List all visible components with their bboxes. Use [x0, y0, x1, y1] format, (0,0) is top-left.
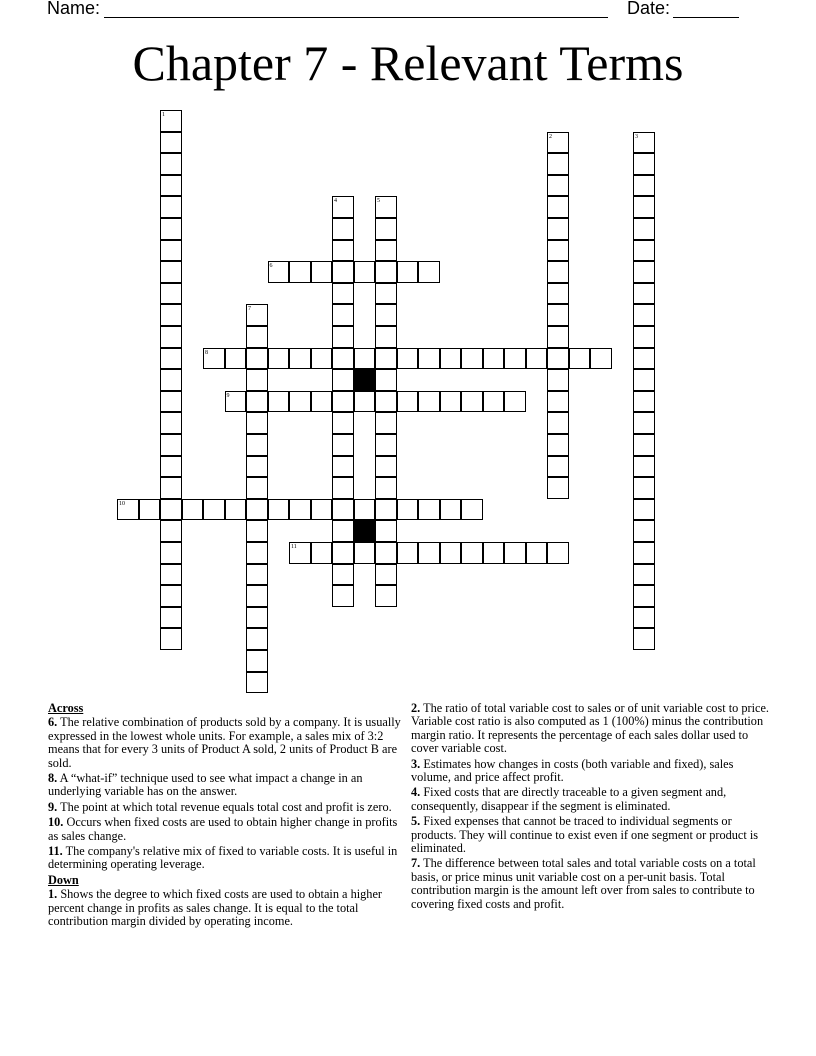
grid-cell[interactable] [547, 261, 569, 283]
grid-cell[interactable] [375, 499, 397, 521]
clue-text: Occurs when fixed costs are used to obtain higher change in profits as sales change. [48, 815, 398, 843]
grid-cell[interactable] [375, 218, 397, 240]
grid-cell[interactable] [633, 391, 655, 413]
grid-cell[interactable] [547, 434, 569, 456]
clue-text: Shows the degree to which fixed costs are used to obtain a higher percent change in profits as sales change. It is equal to the total contribution margin divided by operating income. [48, 887, 382, 929]
across-heading: Across [48, 701, 84, 715]
grid-cell[interactable] [160, 110, 182, 132]
grid-cell[interactable] [268, 391, 290, 413]
grid-cell[interactable] [547, 132, 569, 154]
clue-number: 11. [48, 844, 63, 859]
grid-cell[interactable] [160, 564, 182, 586]
grid-cell[interactable] [375, 240, 397, 262]
grid-cell[interactable] [160, 261, 182, 283]
grid-cell[interactable] [569, 348, 591, 370]
clue-start-number: 1 [162, 112, 165, 118]
grid-cell[interactable] [160, 542, 182, 564]
clue-start-number: 2 [549, 133, 552, 140]
grid-cell[interactable] [182, 499, 204, 521]
grid-cell[interactable] [633, 585, 655, 607]
grid-cell[interactable] [225, 348, 247, 370]
grid-cell[interactable] [633, 196, 655, 218]
grid-cell[interactable] [440, 348, 462, 370]
grid-cell[interactable] [547, 456, 569, 478]
grid-cell[interactable] [547, 391, 569, 413]
clue-text: Estimates how changes in costs (both variable and fixed), sales volume, and price affect profit. [411, 756, 734, 785]
grid-cell[interactable] [483, 391, 505, 413]
grid-cell[interactable] [547, 477, 569, 499]
grid-cell[interactable] [375, 477, 397, 499]
clue-text: The company's relative mix of fixed to variable costs. It is useful in determining operating leverage. [48, 844, 398, 872]
clue-across-8 [48, 772, 404, 799]
grid-cell[interactable] [160, 456, 182, 478]
grid-cell[interactable] [375, 391, 397, 413]
grid-cell[interactable] [332, 369, 354, 391]
grid-cell[interactable] [633, 218, 655, 240]
grid-cell[interactable] [160, 240, 182, 262]
grid-cell[interactable] [160, 132, 182, 154]
clue-number: 5. [411, 814, 421, 829]
black-square [354, 369, 376, 391]
grid-cell[interactable] [526, 542, 548, 564]
grid-cell[interactable] [461, 499, 483, 521]
date-label: Date: [627, 0, 671, 18]
grid-cell[interactable] [160, 348, 182, 370]
clue-text: The ratio of total variable cost to sales or of unit variable cost to price. Variable cost ratio is also computed as 1 (100%) minus the contribution margin ratio. It represents the percentage of each sales dollar used to cover variable cost. [411, 701, 769, 756]
clue-start-number: 8 [205, 349, 208, 356]
grid-cell[interactable] [633, 326, 655, 348]
grid-cell[interactable] [633, 499, 655, 521]
grid-cell[interactable] [547, 153, 569, 175]
grid-cell[interactable] [332, 391, 354, 413]
grid-cell[interactable] [440, 542, 462, 564]
grid-cell[interactable] [311, 261, 333, 283]
grid-cell[interactable] [375, 326, 397, 348]
grid-cell[interactable] [160, 196, 182, 218]
clue-number: 7. [411, 856, 421, 871]
grid-cell[interactable] [354, 261, 376, 283]
grid-cell[interactable] [332, 542, 354, 564]
grid-cell[interactable] [375, 434, 397, 456]
clue-down-2 [411, 702, 769, 756]
grid-cell[interactable] [483, 348, 505, 370]
grid-cell[interactable] [160, 304, 182, 326]
grid-cell[interactable] [332, 283, 354, 305]
clues-right-column [411, 702, 769, 913]
grid-cell[interactable] [633, 520, 655, 542]
grid-cell[interactable] [375, 283, 397, 305]
grid-cell[interactable] [289, 542, 311, 564]
grid-cell[interactable] [332, 304, 354, 326]
grid-cell[interactable] [375, 348, 397, 370]
grid-cell[interactable] [311, 348, 333, 370]
grid-cell[interactable] [203, 348, 225, 370]
grid-cell[interactable] [633, 261, 655, 283]
clue-number: 6. [48, 715, 58, 730]
grid-cell[interactable] [246, 477, 268, 499]
grid-cell[interactable] [332, 434, 354, 456]
grid-cell[interactable] [246, 499, 268, 521]
grid-cell[interactable] [332, 196, 354, 218]
clue-start-number: 3 [635, 133, 638, 140]
clue-text: The relative combination of products sold by a company. It is usually expressed in the lowest whole units. For example, a sales mix of 3:2 means that for every 3 units of Product A sold, 2 units of Product B are sold. [48, 715, 401, 770]
grid-cell[interactable] [289, 261, 311, 283]
clue-number: 2. [411, 701, 421, 715]
grid-cell[interactable] [289, 348, 311, 370]
grid-cell[interactable] [590, 348, 612, 370]
grid-cell[interactable] [547, 369, 569, 391]
grid-cell[interactable] [246, 391, 268, 413]
grid-cell[interactable] [160, 607, 182, 629]
grid-cell[interactable] [440, 499, 462, 521]
grid-cell[interactable] [461, 391, 483, 413]
grid-cell[interactable] [289, 391, 311, 413]
grid-cell[interactable] [633, 564, 655, 586]
grid-cell[interactable] [633, 477, 655, 499]
clue-text: Fixed expenses that cannot be traced to individual segments or products. They will continue to exist even if one segment or product is eliminated. [411, 814, 759, 856]
grid-cell[interactable] [547, 218, 569, 240]
grid-cell[interactable] [332, 456, 354, 478]
grid-cell[interactable] [354, 391, 376, 413]
clue-start-number: 9 [226, 392, 230, 399]
grid-cell[interactable] [633, 175, 655, 197]
grid-cell[interactable] [375, 369, 397, 391]
grid-cell[interactable] [633, 434, 655, 456]
grid-cell[interactable] [633, 132, 655, 154]
grid-cell[interactable] [526, 348, 548, 370]
grid-cell[interactable] [246, 672, 268, 694]
grid-cell[interactable] [332, 218, 354, 240]
grid-cell[interactable] [547, 283, 569, 305]
grid-cell[interactable] [397, 261, 419, 283]
grid-cell[interactable] [547, 175, 569, 197]
grid-cell[interactable] [246, 348, 268, 370]
grid-cell[interactable] [332, 520, 354, 542]
grid-cell[interactable] [332, 564, 354, 586]
clue-across-10 [48, 816, 404, 843]
clue-start-number: 10 [119, 500, 125, 507]
page-title: Chapter 7 - Relevant Terms [132, 35, 684, 91]
grid-cell[interactable] [461, 542, 483, 564]
grid-cell[interactable] [246, 304, 268, 326]
grid-cell[interactable] [547, 348, 569, 370]
grid-cell[interactable] [332, 412, 354, 434]
grid-cell[interactable] [633, 240, 655, 262]
grid-cell[interactable] [504, 391, 526, 413]
grid-cell[interactable] [418, 542, 440, 564]
grid-cell[interactable] [418, 261, 440, 283]
grid-cell[interactable] [311, 542, 333, 564]
grid-cell[interactable] [504, 542, 526, 564]
grid-cell[interactable] [397, 348, 419, 370]
grid-cell[interactable] [203, 499, 225, 521]
grid-cell[interactable] [246, 650, 268, 672]
grid-cell[interactable] [160, 326, 182, 348]
grid-cell[interactable] [418, 348, 440, 370]
grid-cell[interactable] [160, 283, 182, 305]
grid-cell[interactable] [397, 542, 419, 564]
grid-cell[interactable] [160, 499, 182, 521]
grid-cell[interactable] [354, 348, 376, 370]
grid-cell[interactable] [332, 477, 354, 499]
grid-cell[interactable] [160, 153, 182, 175]
grid-cell[interactable] [633, 283, 655, 305]
grid-cell[interactable] [547, 412, 569, 434]
down-heading: Down [48, 872, 79, 887]
grid-cell[interactable] [225, 391, 247, 413]
grid-cell[interactable] [375, 542, 397, 564]
grid-cell[interactable] [547, 326, 569, 348]
clue-start-number: 4 [334, 198, 337, 205]
grid-cell[interactable] [633, 304, 655, 326]
clue-number: 4. [411, 785, 421, 800]
black-square [354, 520, 376, 542]
clue-down-5 [411, 815, 769, 855]
grid-cell[interactable] [332, 326, 354, 348]
grid-cell[interactable] [633, 369, 655, 391]
grid-cell[interactable] [160, 369, 182, 391]
grid-cell[interactable] [633, 542, 655, 564]
grid-cell[interactable] [246, 542, 268, 564]
grid-cell[interactable] [375, 304, 397, 326]
grid-cell[interactable] [633, 348, 655, 370]
grid-cell[interactable] [160, 218, 182, 240]
grid-cell[interactable] [461, 348, 483, 370]
grid-cell[interactable] [332, 348, 354, 370]
clue-number: 1. [48, 887, 58, 902]
grid-cell[interactable] [246, 564, 268, 586]
grid-cell[interactable] [160, 434, 182, 456]
grid-cell[interactable] [117, 499, 139, 521]
grid-cell[interactable] [332, 585, 354, 607]
grid-cell[interactable] [160, 175, 182, 197]
grid-cell[interactable] [246, 585, 268, 607]
grid-cell[interactable] [289, 499, 311, 521]
name-label: Name: [47, 0, 101, 18]
clue-text: Fixed costs that are directly traceable to a given segment and, consequently, disappear if the segment is eliminated. [411, 785, 727, 813]
grid-cell[interactable] [139, 499, 161, 521]
grid-cell[interactable] [332, 261, 354, 283]
clue-number: 10. [48, 815, 64, 830]
grid-cell[interactable] [633, 153, 655, 175]
grid-cell[interactable] [160, 628, 182, 650]
grid-cell[interactable] [418, 391, 440, 413]
clue-down-4 [411, 786, 769, 813]
grid-cell[interactable] [246, 520, 268, 542]
grid-cell[interactable] [311, 499, 333, 521]
grid-cell[interactable] [418, 499, 440, 521]
grid-cell[interactable] [311, 391, 333, 413]
clues-left-column [48, 702, 404, 931]
grid-cell[interactable] [160, 585, 182, 607]
grid-cell[interactable] [375, 412, 397, 434]
grid-cell[interactable] [633, 628, 655, 650]
grid-cell[interactable] [375, 261, 397, 283]
grid-cell[interactable] [547, 304, 569, 326]
grid-cell[interactable] [440, 391, 462, 413]
clue-across-6 [48, 716, 404, 770]
clue-text: A “what-if” technique used to see what impact a change in an underlying variable has on the answer. [48, 771, 363, 799]
clue-start-number: 7 [248, 306, 251, 313]
clue-down-3 [411, 758, 769, 785]
grid-cell[interactable] [268, 348, 290, 370]
grid-cell[interactable] [547, 542, 569, 564]
grid-cell[interactable] [246, 434, 268, 456]
grid-cell[interactable] [375, 520, 397, 542]
grid-cell[interactable] [633, 456, 655, 478]
grid-cell[interactable] [375, 564, 397, 586]
grid-cell[interactable] [375, 456, 397, 478]
grid-cell[interactable] [354, 499, 376, 521]
clue-across-9 [48, 801, 404, 814]
grid-cell[interactable] [547, 196, 569, 218]
clue-start-number: 5 [377, 198, 380, 205]
grid-cell[interactable] [397, 391, 419, 413]
grid-cell[interactable] [633, 607, 655, 629]
grid-cell[interactable] [246, 326, 268, 348]
grid-cell[interactable] [332, 499, 354, 521]
clue-text: The point at which total revenue equals total cost and profit is zero. [60, 799, 392, 814]
grid-cell[interactable] [246, 456, 268, 478]
clue-down-1 [48, 888, 404, 928]
grid-cell[interactable] [354, 542, 376, 564]
clue-text: The difference between total sales and total variable costs on a total basis, or price minus unit variable cost on a per-unit basis. Total contribution margin is the amount left over from sales to contribute to covering fixed costs and profit. [411, 856, 756, 911]
grid-cell[interactable] [504, 348, 526, 370]
clue-number: 8. [48, 771, 58, 786]
grid-cell[interactable] [268, 499, 290, 521]
clue-down-7 [411, 857, 769, 911]
grid-cell[interactable] [225, 499, 247, 521]
clue-start-number: 11 [291, 544, 297, 550]
clue-number: 3. [411, 756, 421, 771]
clue-start-number: 6 [269, 263, 273, 270]
grid-cell[interactable] [246, 412, 268, 434]
grid-cell[interactable] [160, 477, 182, 499]
grid-cell[interactable] [397, 499, 419, 521]
grid-cell[interactable] [160, 520, 182, 542]
grid-cell[interactable] [547, 240, 569, 262]
grid-cell[interactable] [483, 542, 505, 564]
grid-cell[interactable] [332, 240, 354, 262]
grid-cell[interactable] [246, 628, 268, 650]
grid-cell[interactable] [246, 607, 268, 629]
grid-cell[interactable] [633, 412, 655, 434]
clue-number: 9. [48, 799, 58, 814]
clue-across-11 [48, 845, 404, 872]
grid-cell[interactable] [375, 585, 397, 607]
grid-cell[interactable] [268, 261, 290, 283]
grid-cell[interactable] [246, 369, 268, 391]
grid-cell[interactable] [160, 391, 182, 413]
grid-cell[interactable] [375, 196, 397, 218]
grid-cell[interactable] [160, 412, 182, 434]
